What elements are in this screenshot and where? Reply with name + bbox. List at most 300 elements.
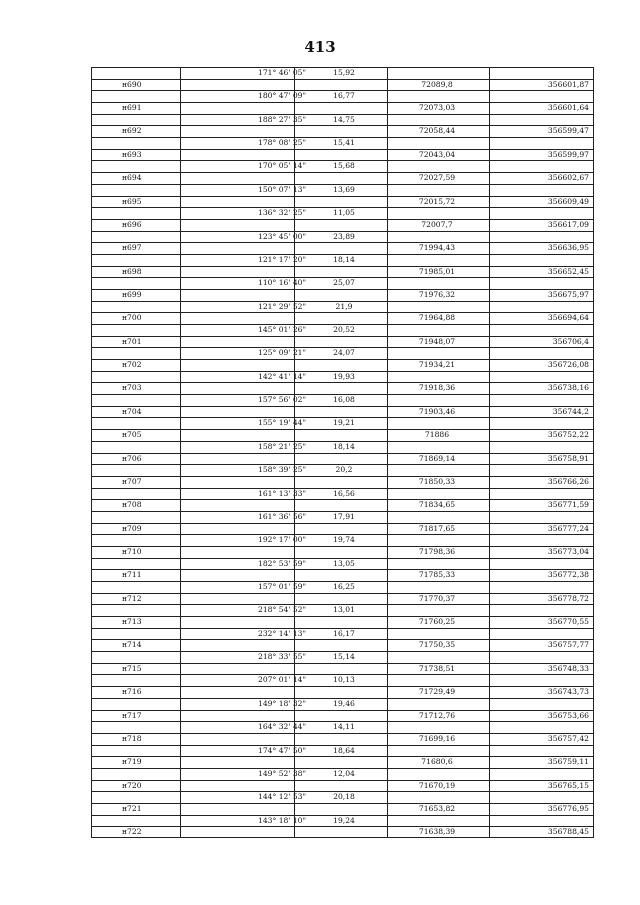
point-cell: н717 [122,710,142,720]
row-rule [92,733,593,734]
length-cell: 18,64 [333,745,355,755]
row-rule [92,67,593,68]
angle-cell: 171° 46' 05" [257,68,307,77]
segment-row [92,137,593,149]
x-coordinate-cell [387,207,487,219]
length-cell: 18,14 [333,254,355,264]
y-coordinate-cell: 356652,45 [547,266,589,276]
angle-cell: 180° 47' 09" [257,91,307,101]
angle-cell: 170° 05' 14" [257,161,307,171]
point-row [92,499,593,511]
point-cell: н705 [122,430,142,440]
y-coordinate-cell: 356773,04 [547,546,589,556]
row-rule [92,674,593,675]
point-cell: н704 [122,406,142,416]
y-coordinate-cell [489,67,589,79]
x-coordinate-cell: 71886 [424,430,450,440]
angle-cell: 174° 47' 50" [257,745,307,755]
x-coordinate-cell [387,604,487,616]
angle-cell: 149° 18' 32" [257,698,307,708]
point-row [92,429,593,441]
x-coordinate-cell [387,277,487,289]
y-coordinate-cell [489,464,589,476]
x-coordinate-cell: 72027,59 [418,173,456,183]
row-rule [92,803,593,804]
column-rule [387,67,388,838]
angle-cell: 143° 18' 10" [257,815,307,825]
segment-row [92,721,593,733]
row-rule [92,499,593,500]
point-row [92,803,593,815]
x-coordinate-cell [387,745,487,757]
point-row [92,780,593,792]
x-coordinate-cell [387,815,487,827]
point-cell: н698 [122,266,142,276]
row-rule [92,791,593,792]
row-rule [92,686,593,687]
segment-row [92,277,593,289]
row-rule [92,149,593,150]
length-cell [294,196,394,208]
row-rule [92,710,593,711]
y-coordinate-cell [489,324,589,336]
length-cell: 12,04 [333,768,355,778]
y-coordinate-cell: 356599,47 [547,126,589,136]
y-coordinate-cell [489,277,589,289]
length-cell: 16,08 [333,395,355,405]
segment-row [92,371,593,383]
row-rule [92,382,593,383]
length-cell [294,312,394,324]
angle-cell: 157° 56' 02" [257,395,307,405]
point-cell: н690 [122,79,142,89]
length-cell: 14,11 [333,722,355,732]
x-coordinate-cell: 71653,82 [418,803,456,813]
row-rule [92,406,593,407]
x-coordinate-cell [387,254,487,266]
length-cell: 20,52 [333,325,355,334]
length-cell [294,686,394,698]
column-rule [489,67,490,838]
row-rule [92,254,593,255]
x-coordinate-cell [387,534,487,546]
point-row [92,196,593,208]
row-rule [92,137,593,138]
x-coordinate-cell: 71964,88 [418,313,456,323]
length-cell [294,546,394,558]
length-cell [294,780,394,792]
row-rule [92,231,593,232]
x-coordinate-cell: 71976,32 [418,289,456,299]
point-cell: н720 [122,780,142,790]
segment-row [92,651,593,663]
length-cell: 19,46 [333,698,355,708]
angle-cell: 145° 01' 26" [257,325,307,334]
length-cell: 16,56 [333,488,355,498]
length-cell [294,406,394,418]
x-coordinate-cell [387,511,487,523]
point-row [92,382,593,394]
length-cell [294,593,394,605]
row-rule [92,488,593,489]
length-cell: 21,9 [335,301,353,311]
length-cell: 11,05 [333,208,355,218]
row-rule [92,616,593,617]
row-rule [92,581,593,582]
point-row [92,546,593,558]
angle-cell: 144° 12' 53" [257,792,307,802]
point-cell: н721 [122,803,142,813]
y-coordinate-cell: 356726,08 [547,360,589,370]
y-coordinate-cell [489,745,589,757]
y-coordinate-cell [489,254,589,266]
length-cell: 24,07 [333,348,355,358]
y-coordinate-cell [489,90,589,102]
length-cell: 16,17 [333,628,355,638]
x-coordinate-cell [387,441,487,453]
angle-cell: 161° 13' 33" [257,488,307,498]
length-cell: 16,25 [333,582,355,591]
y-coordinate-cell [489,628,589,640]
y-coordinate-cell: 356757,77 [547,640,589,650]
angle-cell: 110° 16' 40" [257,278,307,288]
row-rule [92,837,593,838]
length-cell [294,663,394,675]
row-rule [92,651,593,652]
length-cell [294,242,394,254]
segment-row [92,815,593,827]
length-cell: 16,77 [333,91,355,101]
coordinates-table [91,67,594,838]
x-coordinate-cell: 71850,33 [418,476,456,486]
angle-cell: 232° 14' 13" [257,628,307,638]
y-coordinate-cell: 356602,67 [547,173,589,183]
y-coordinate-cell [489,815,589,827]
y-coordinate-cell: 356675,97 [547,289,589,299]
point-cell: н697 [122,243,142,253]
row-rule [92,347,593,348]
column-rule [294,67,295,838]
point-row [92,125,593,137]
point-row [92,242,593,254]
segment-row [92,394,593,406]
x-coordinate-cell: 71729,49 [418,687,456,697]
point-row [92,406,593,418]
segment-row [92,114,593,126]
x-coordinate-cell [387,628,487,640]
x-coordinate-cell [387,651,487,663]
row-rule [92,125,593,126]
length-cell [294,639,394,651]
x-coordinate-cell: 71638,39 [418,827,456,837]
segment-row [92,604,593,616]
x-coordinate-cell [387,67,487,79]
y-coordinate-cell [489,301,589,313]
segment-row [92,90,593,102]
y-coordinate-cell [489,347,589,359]
x-coordinate-cell [387,791,487,803]
y-coordinate-cell [489,184,589,196]
point-row [92,616,593,628]
row-rule [92,324,593,325]
row-rule [92,698,593,699]
row-rule [92,301,593,302]
segment-row [92,768,593,780]
row-rule [92,90,593,91]
length-cell: 20,18 [333,792,355,802]
y-coordinate-cell: 356744,2 [552,406,589,416]
angle-cell: 207° 01' 14" [257,675,307,685]
x-coordinate-cell: 72058,44 [418,126,456,136]
point-cell: н692 [122,126,142,136]
y-coordinate-cell: 356609,49 [547,196,589,206]
y-coordinate-cell: 356738,16 [547,383,589,393]
y-coordinate-cell [489,160,589,172]
angle-cell: 121° 29' 52" [257,301,307,311]
y-coordinate-cell [489,721,589,733]
length-cell [294,733,394,745]
length-cell: 13,01 [333,605,355,615]
segment-row [92,207,593,219]
length-cell [294,756,394,768]
row-rule [92,172,593,173]
segment-row [92,511,593,523]
x-coordinate-cell [387,301,487,313]
point-cell: н693 [122,149,142,159]
segment-row [92,231,593,243]
length-cell: 19,21 [333,418,355,428]
segment-row [92,254,593,266]
row-rule [92,593,593,594]
x-coordinate-cell [387,464,487,476]
length-cell [294,266,394,278]
x-coordinate-cell: 71869,14 [418,453,456,463]
x-coordinate-cell: 71738,51 [418,663,456,673]
angle-cell: 136° 32' 25" [257,208,307,218]
point-cell: н699 [122,289,142,299]
segment-row [92,67,593,79]
angle-cell: 188° 27' 35" [257,114,307,124]
y-coordinate-cell [489,674,589,686]
page-number: 413 [304,38,336,56]
x-coordinate-cell: 72015,72 [418,196,456,206]
length-cell [294,803,394,815]
y-coordinate-cell: 356748,33 [547,663,589,673]
y-coordinate-cell: 356776,95 [547,803,589,813]
length-cell: 14,75 [333,114,355,124]
point-cell: н710 [122,546,142,556]
y-coordinate-cell: 356771,59 [547,500,589,510]
y-coordinate-cell [489,417,589,429]
segment-row [92,674,593,686]
angle-cell: 123° 45' 00" [257,231,307,241]
row-rule [92,207,593,208]
point-row [92,219,593,231]
segment-row [92,791,593,803]
x-coordinate-cell: 72089,8 [421,79,453,89]
x-coordinate-cell: 71948,07 [418,336,456,346]
row-rule [92,453,593,454]
y-coordinate-cell [489,698,589,710]
row-rule [92,359,593,360]
length-cell: 20,2 [335,465,353,475]
row-rule [92,429,593,430]
point-row [92,686,593,698]
point-cell: н711 [122,570,142,580]
row-rule [92,417,593,418]
segment-row [92,488,593,500]
length-cell [294,616,394,628]
y-coordinate-cell [489,768,589,780]
length-cell [294,102,394,114]
segment-row [92,441,593,453]
point-cell: н709 [122,523,142,533]
x-coordinate-cell [387,137,487,149]
x-coordinate-cell [387,558,487,570]
y-coordinate-cell [489,207,589,219]
segment-row [92,698,593,710]
point-cell: н712 [122,593,142,603]
row-rule [92,277,593,278]
y-coordinate-cell [489,791,589,803]
x-coordinate-cell [387,721,487,733]
row-rule [92,639,593,640]
row-rule [92,815,593,816]
point-row [92,663,593,675]
y-coordinate-cell: 356777,24 [547,523,589,533]
point-row [92,266,593,278]
y-coordinate-cell: 356601,64 [547,103,589,113]
point-cell: н718 [122,733,142,743]
point-row [92,639,593,651]
point-cell: н695 [122,196,142,206]
x-coordinate-cell [387,674,487,686]
row-rule [92,336,593,337]
length-cell [294,499,394,511]
row-rule [92,312,593,313]
angle-cell: 150° 07' 13" [257,184,307,194]
point-cell: н703 [122,383,142,393]
y-coordinate-cell: 356752,22 [547,430,589,440]
x-coordinate-cell [387,90,487,102]
y-coordinate-cell: 356617,09 [547,219,589,229]
length-cell [294,125,394,137]
y-coordinate-cell [489,534,589,546]
point-cell: н722 [122,827,142,837]
point-row [92,756,593,768]
angle-cell: 182° 53' 59" [257,558,307,568]
segment-row [92,581,593,593]
row-rule [92,721,593,722]
point-cell: н691 [122,103,142,113]
row-rule [92,160,593,161]
row-rule [92,289,593,290]
row-rule [92,196,593,197]
x-coordinate-cell: 71770,37 [418,593,456,603]
point-cell: н702 [122,360,142,370]
length-cell [294,336,394,348]
row-rule [92,780,593,781]
y-coordinate-cell [489,488,589,500]
y-coordinate-cell: 356599,97 [547,149,589,159]
length-cell: 18,14 [333,441,355,451]
x-coordinate-cell [387,488,487,500]
point-row [92,79,593,91]
y-coordinate-cell [489,558,589,570]
x-coordinate-cell: 71785,33 [418,570,456,580]
angle-cell: 218° 54' 52" [257,605,307,615]
y-coordinate-cell [489,651,589,663]
y-coordinate-cell: 356772,38 [547,570,589,580]
x-coordinate-cell: 71934,21 [418,360,456,370]
y-coordinate-cell [489,441,589,453]
point-row [92,476,593,488]
angle-cell: 149° 52' 38" [257,768,307,778]
x-coordinate-cell [387,324,487,336]
row-rule [92,756,593,757]
length-cell: 13,05 [333,558,355,568]
y-coordinate-cell [489,581,589,593]
length-cell [294,569,394,581]
point-cell: н714 [122,640,142,650]
row-rule [92,114,593,115]
length-cell [294,453,394,465]
x-coordinate-cell [387,581,487,593]
x-coordinate-cell: 72043,04 [418,149,456,159]
segment-row [92,160,593,172]
x-coordinate-cell: 71699,16 [418,733,456,743]
point-cell: н706 [122,453,142,463]
point-row [92,312,593,324]
point-cell: н707 [122,476,142,486]
x-coordinate-cell [387,231,487,243]
length-cell [294,359,394,371]
row-rule [92,102,593,103]
x-coordinate-cell: 71680,6 [421,757,453,767]
x-coordinate-cell [387,768,487,780]
angle-cell: 164° 32' 44" [257,722,307,732]
length-cell [294,382,394,394]
point-cell: н715 [122,663,142,673]
angle-cell: 121° 17' 20" [257,254,307,264]
x-coordinate-cell: 71994,43 [418,243,456,253]
point-cell: н694 [122,173,142,183]
segment-row [92,628,593,640]
y-coordinate-cell: 356706,4 [552,336,589,346]
y-coordinate-cell: 356759,11 [547,757,589,767]
row-rule [92,826,593,827]
row-rule [92,266,593,267]
length-cell: 23,89 [333,231,355,241]
y-coordinate-cell: 356788,45 [547,827,589,837]
x-coordinate-cell: 71903,46 [418,406,456,416]
y-coordinate-cell: 356765,15 [547,780,589,790]
point-row [92,569,593,581]
angle-cell: 125° 09' 21" [257,348,307,358]
row-rule [92,441,593,442]
x-coordinate-cell: 71834,65 [418,500,456,510]
row-rule [92,745,593,746]
angle-cell: 178° 08' 25" [257,138,307,148]
y-coordinate-cell: 356694,64 [547,313,589,323]
angle-cell: 157° 01' 59" [257,582,307,591]
length-cell [294,429,394,441]
row-rule [92,558,593,559]
x-coordinate-cell: 71985,01 [418,266,456,276]
segment-row [92,301,593,313]
point-cell: н708 [122,500,142,510]
y-coordinate-cell [489,604,589,616]
